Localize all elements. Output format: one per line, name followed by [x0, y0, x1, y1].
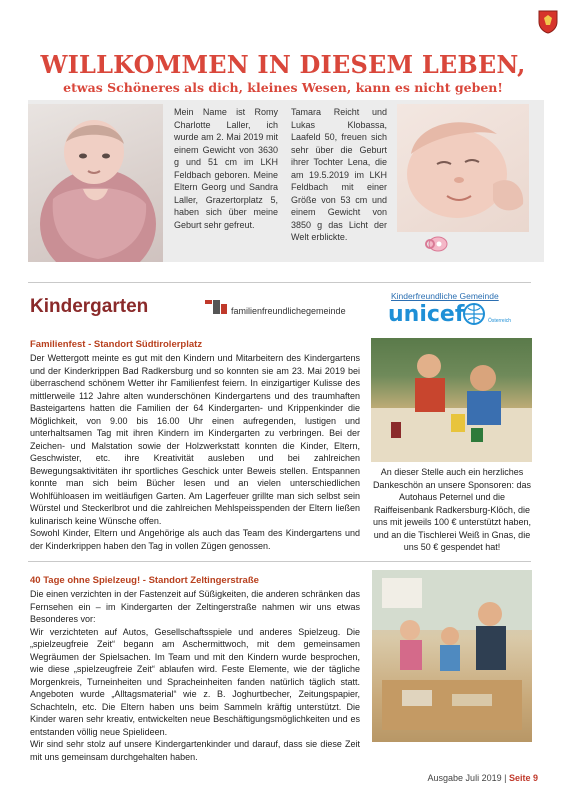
spielzeug-body [30, 588, 360, 763]
familienfreundlich-logo-icon [205, 298, 229, 318]
familienfreundlich-logo-text: familienfreundlichegemeinde [231, 306, 346, 316]
spielzeug-paragraph: Wir sind sehr stolz auf unsere Kindergartenkinder und darauf, dass sie diese Zeit mit uns gemeinsam durchgehalten haben. [30, 739, 360, 762]
sponsor-thanks: An dieser Stelle auch ein herzliches Dankeschön an unsere Sponsoren: das Autohaus Peternel und die Raiffeisenbank Radkersburg-Klöch, die uns mit jeweils 100 € unterstützt haben, und an die Tischlerei Weiß in Gnas, die uns 50 € gespendet hat! [372, 467, 532, 552]
unicef-logo-tagline: Kinderfreundliche Gemeinde [391, 291, 499, 301]
unicef-globe-icon [462, 302, 486, 326]
kindergarten-title: Kindergarten [30, 296, 149, 317]
section-heading-familienfest: Familienfest - Standort Südtirolerplatz [30, 339, 203, 350]
unicef-logo-country: Österreich [488, 318, 512, 324]
familienfest-body [30, 352, 360, 552]
birth-text-lena: Tamara Reicht und Lukas Klobassa, Laafeld 50, freuen sich sehr über die Geburt ihrer Tochter Lena, die am 19.5.2019 im LKH Feldbach mit einer Größe von 53 cm und einem Gewicht von 3850 g das Licht der Welt erblickte. [291, 107, 387, 242]
footer-separator: | [504, 773, 507, 783]
baby-photo-lena [397, 104, 529, 232]
spielzeug-paragraph: Die einen verzichten in der Fastenzeit auf Süßigkeiten, die anderen schränken das Fernsehen ein – im Kindergarten der Zeltingerstraße nahmen wir uns etwas Besonderes vor: [30, 589, 360, 624]
unicef-logo-word: unicef [388, 302, 465, 327]
birth-text-romy: Mein Name ist Romy Charlotte Laller, ich wurde am 2. Mai 2019 mit einem Gewicht von 3630 g und 51 cm im LKH Feldbach geboren. Meine Eltern Georg und Sandra Laller, Grazertorplatz 5, haben sich über meine Geburt sehr gefreut. [174, 107, 278, 230]
section-heading-spielzeug: 40 Tage ohne Spielzeug! - Standort Zeltingerstraße [30, 575, 259, 586]
spielzeug-photo [372, 570, 532, 742]
familienfest-photo [371, 338, 532, 462]
pacifier-icon [424, 234, 450, 254]
page-footer [428, 773, 538, 783]
baby-photo-romy [28, 104, 163, 262]
municipal-crest-icon [538, 10, 558, 34]
familienfest-paragraph: Sowohl Kinder, Eltern und Angehörige als auch das Team des Kindergartens und der Kinderkrippen haben den Tag in vollen Zügen genossen. [30, 528, 360, 551]
spielzeug-paragraph: Wir verzichteten auf Autos, Gesellschaftsspiele und anderes Spielzeug. Die „spielzeugfreie Zeit“ begann am Aschermittwoch, mit dem gemeinsamen Wegräumen der Spielsachen. Im Team und mit den Kindern wurde besprochen, wie diese „spielzeugfreie Zeit“ ablaufen wird. Feste Elemente, wie der tägliche Morgenkreis, Turneinheiten und Spracheinheiten fanden natürlich täglich statt. Angeboten wurde „Alltagsmaterial“ wie z. B. Joghurtbecher, Zeitungspapier, Schachteln, etc. Die Eltern haben uns beim Sammeln kräftig unterstützt. Die Kinder waren sehr kreativ, entwickelten neue Beschäftigungsmöglichkeiten und es entstanden völlig neue Spielideen. [30, 626, 360, 737]
section-divider [28, 282, 531, 283]
page-headline: WILLKOMMEN IN DIESEM LEBEN, [40, 50, 526, 79]
page-subline: etwas Schöneres als dich, kleines Wesen, kann es nicht geben! [63, 80, 503, 95]
section-divider [28, 561, 531, 562]
familienfest-paragraph: Der Wettergott meinte es gut mit den Kindern und Mitarbeitern des Kindergartens und der Kinderkrippen Bad Radkersburg und so konnten sie am 23. Mai 2019 bei überraschend schönem Wetter ihr Familienfest feiern. In einzigartiger Kulisse des mittlerweile 112 Jahre alten wunderschönen Kindergartens und des traumhaften Basteigartens hatten die Familien der 64 Kindergarten- und Krippenkinder die Möglichkeit, von 9.00 bis 16.00 Uhr einen aufregenden, lustigen und unterhaltsamen Tag mit ihren Kindern im Kindergarten zu verbringen. Bei der Zeichen- und Malstation sowie der Holzwerkstatt konnten die Kinder, Eltern, Geschwister, etc. ihre Kreativität ausleben und bei zahlreichen Bewegungsaktivitäten ihr sportliches Geschick unter Beweis stellen. Entspannen konnte man sich beim Bücher lesen und an vielen unterschiedlichen Wohlfühloasen im weitläufigen Garten. Am Lagerfeuer grillte man sich selbst sein Würstel und Steckerlbrot und die zahlreichen Mehlspeisspenden der Eltern ließen kulinarisch keine Wünsche offen. [30, 353, 360, 526]
issue-label: Ausgabe Juli 2019 [427, 773, 502, 783]
page-number: Seite 9 [508, 773, 538, 783]
